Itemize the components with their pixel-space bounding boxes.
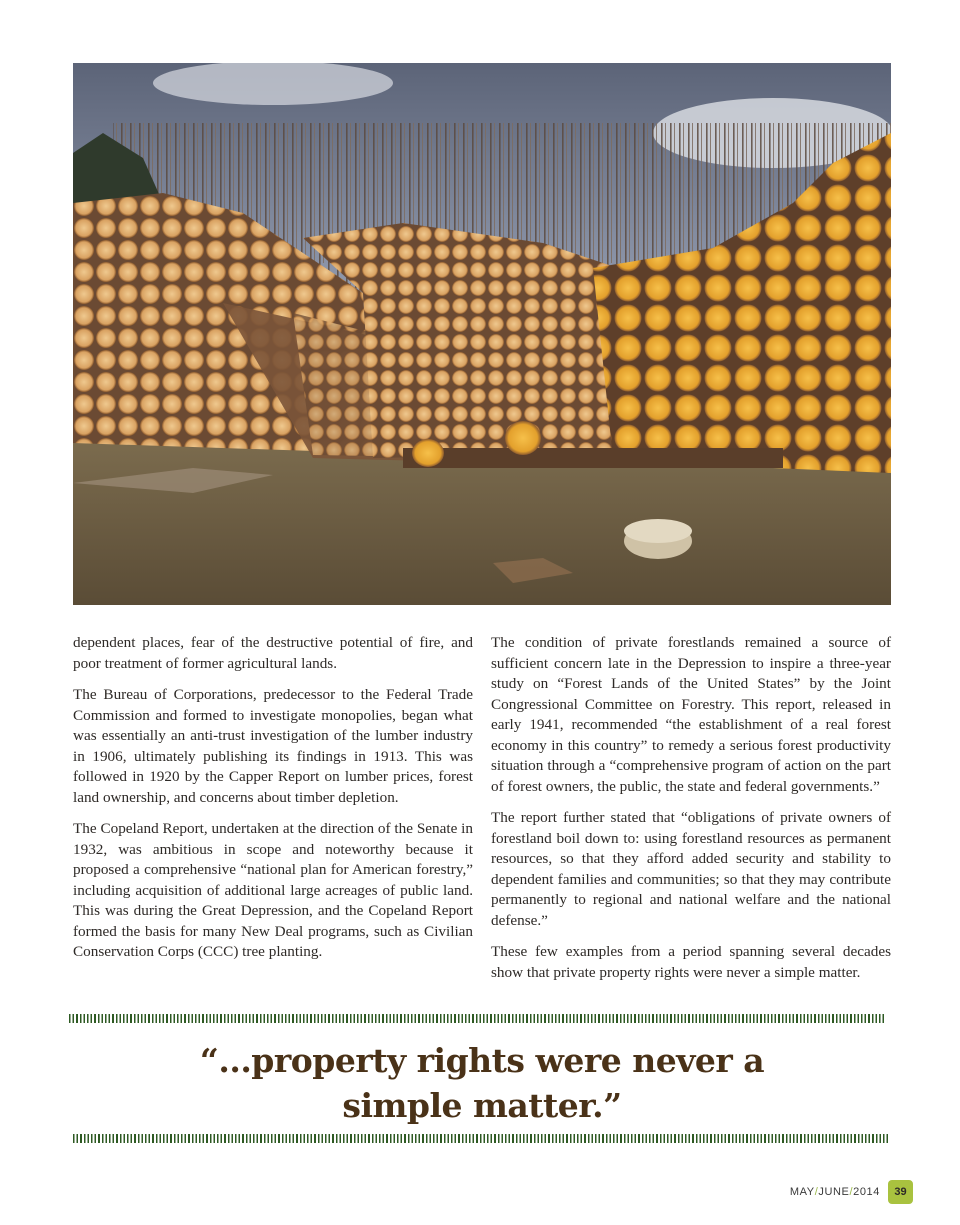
paragraph: The Copeland Report, undertaken at the direction of the Senate in 1932, was ambitious in scope and noteworthy because it proposed a comprehensive “national plan for American forestry,” including acquisition of additional large acreages of public land. This was during the Great Depression, and the Copeland Report formed the basis for many New Deal programs, such as Civilian Conservation Corps (CCC) tree planting. <box>73 820 473 960</box>
paragraph: The Bureau of Corporations, predecessor to the Federal Trade Commission and formed to investigate monopolies, began what was essentially an anti-trust investigation of the lumber industry in 1906, ultimately publishing its findings in 1913. This was followed in 1920 by the Capper Report on lumber prices, forest land ownership, and concerns about timber depletion. <box>73 686 473 806</box>
paragraph: These few examples from a period spanning several decades show that private property rights were never a simple matter. <box>491 943 891 981</box>
article-column-left <box>73 633 473 974</box>
issue-year: 2014 <box>853 1186 880 1198</box>
decorative-rule-bottom <box>73 1134 890 1143</box>
pull-quote-line: simple matter.” <box>342 1086 622 1125</box>
paragraph: The condition of private forestlands remained a source of sufficient concern late in the Depression to inspire a three-year study on “Forest Lands of the United States” by the Joint Congressional Committee on Forestry. This report, released in early 1941, recommended “the establishment of a real forest economy in this country” to remedy a serious forest productivity situation through a “comprehensive program of action on the part of forest owners, the public, the state and federal governments.” <box>491 634 891 795</box>
issue-month-1: MAY <box>789 1186 815 1198</box>
page-number-badge: 39 <box>888 1180 913 1204</box>
paragraph: dependent places, fear of the destructive potential of fire, and poor treatment of former agricultural lands. <box>73 634 473 672</box>
issue-slash: / <box>849 1186 854 1198</box>
decorative-rule-top <box>69 1014 886 1023</box>
pull-quote <box>73 1038 891 1128</box>
issue-month-2: JUNE <box>818 1186 850 1198</box>
issue-date <box>790 1186 880 1198</box>
timber-logs-photo <box>73 63 891 605</box>
pull-quote-line: “...property rights were never a <box>199 1041 765 1080</box>
paragraph: The report further stated that “obligations of private owners of forestland boil down to: using forestland resources as permanent resources, so that they afford added security and stability to dependent families and communities; so that they may contribute permanently to regional and national welfare and the national defense.” <box>491 809 891 929</box>
issue-slash: / <box>814 1186 819 1198</box>
article-column-right <box>491 633 891 994</box>
page-footer <box>790 1180 913 1204</box>
